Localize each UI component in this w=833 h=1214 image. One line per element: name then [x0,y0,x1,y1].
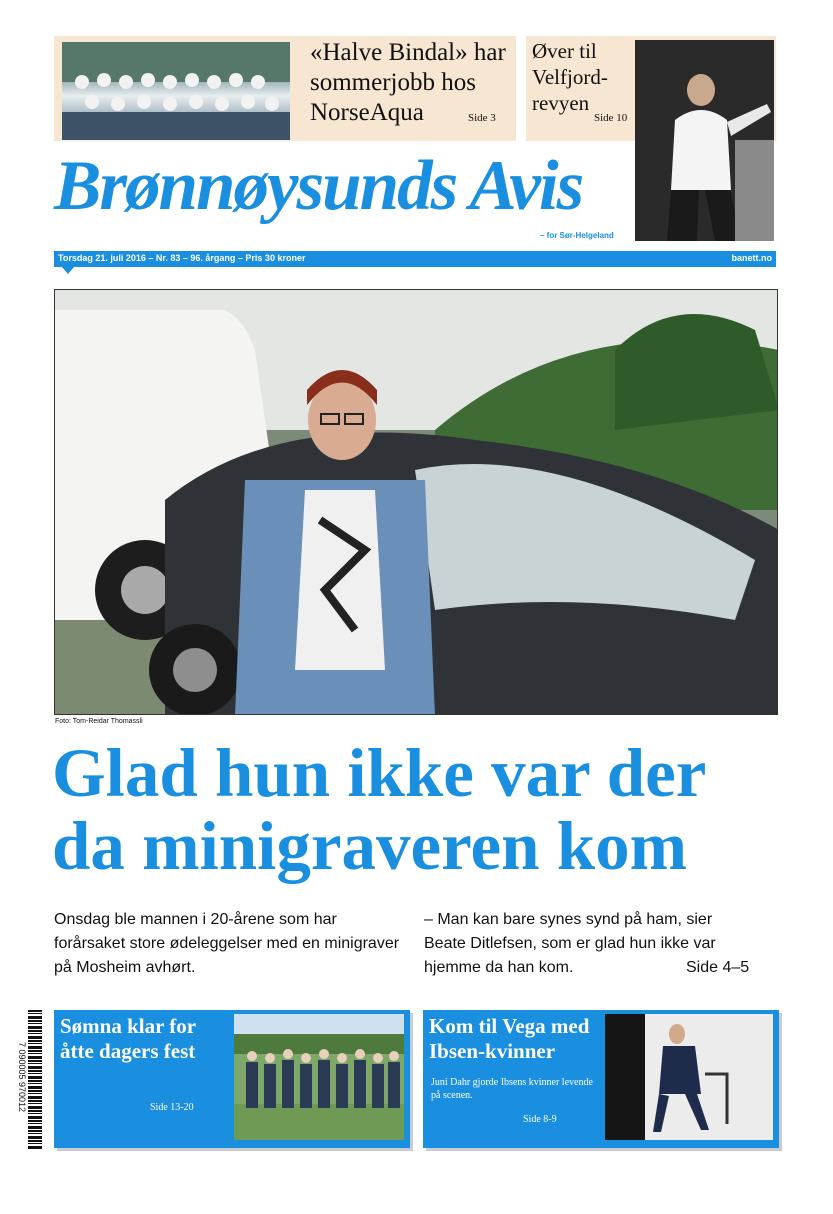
teaser-somna[interactable] [54,1010,410,1148]
teaser-velfjord-headline: Øver til Velfjord-revyen [532,39,608,115]
group-photo-illustration [62,42,290,140]
teaser-vega-page: Side 8-9 [523,1114,557,1125]
masthead-title[interactable]: Brønnøysunds Avis [54,147,583,225]
teaser-velfjord-photo [635,40,774,241]
dancer-illustration [635,40,774,241]
lead-page-ref: Side 4–5 [686,959,750,976]
infobar-pointer [62,267,74,274]
masthead-infobar [54,251,776,267]
teaser-vega-headline: Kom til Vega med Ibsen-kvinner [429,1014,590,1063]
photo-credit: Foto: Tom-Reidar Thomassli [55,718,143,725]
actress-illustration [605,1014,773,1140]
group-outdoor-illustration [234,1014,404,1140]
main-headline-line1[interactable]: Glad hun ikke var der [52,735,707,811]
masthead-tagline: – for Sør-Helgeland [540,231,614,240]
teaser-vega-body: Juni Dahr gjorde Ibsens kvinner levende på scenen. [431,1077,593,1101]
barcode [14,1010,44,1150]
lead-left: Onsdag ble mannen i 20-årene som har forårsaket store ødeleggelser med en minigraver på Mosheim avhørt. [54,911,400,976]
teaser-somna-page: Side 13-20 [150,1102,194,1113]
barcode-number: 7 090005 970012 [17,1041,27,1113]
issue-info: Torsdag 21. juli 2016 – Nr. 83 – 96. årgang – Pris 30 kroner [58,253,306,263]
teaser-vega-photo [605,1014,773,1140]
teaser-vega[interactable] [423,1010,779,1148]
teaser-bindal-headline: «Halve Bindal» har sommerjobb hos NorseAqua [310,39,506,126]
lead-right: – Man kan bare synes synd på ham, sier Beate Ditlefsen, som er glad hun ikke var hjemme da han kom. [424,911,716,976]
main-headline-line2[interactable]: da minigraveren kom [52,808,688,884]
teaser-bindal-photo [62,42,290,140]
teaser-bindal-page: Side 3 [468,112,496,124]
teaser-velfjord-page: Side 10 [594,112,628,124]
main-photo [54,289,778,715]
teaser-somna-photo [234,1014,404,1140]
barcode-bars [28,1010,42,1150]
site-badge[interactable]: banett.no [731,253,772,263]
teaser-bindal[interactable] [54,36,516,141]
teaser-somna-headline: Sømna klar for åtte dagers fest [60,1014,196,1063]
car-scene-illustration [55,290,778,715]
